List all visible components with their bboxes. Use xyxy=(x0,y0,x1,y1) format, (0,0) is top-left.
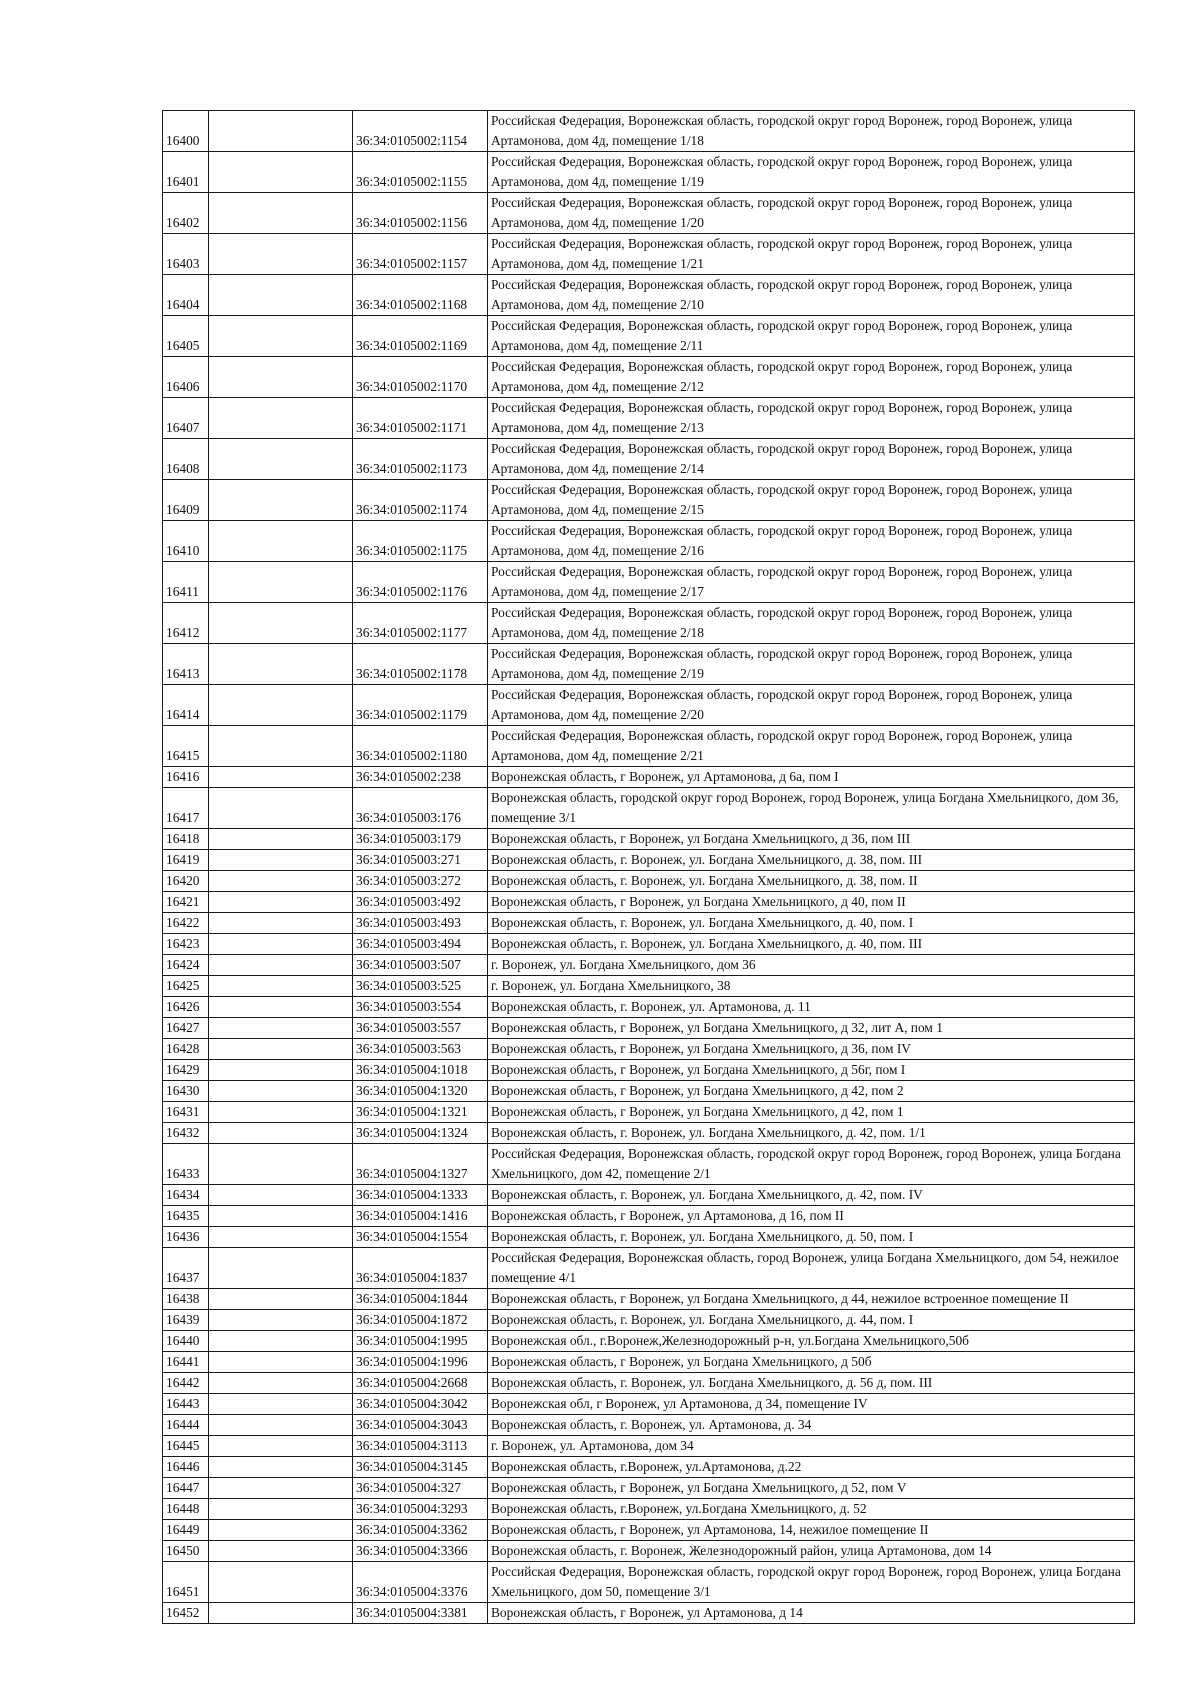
address-cell: Воронежская область, г.Воронеж, ул.Артамонова, д.22 xyxy=(488,1457,1135,1478)
cadastral-number-cell: 36:34:0105002:1180 xyxy=(353,726,488,767)
cadastral-number-cell: 36:34:0105004:1320 xyxy=(353,1081,488,1102)
address-cell: Воронежская область, г. Воронеж, ул. Богдана Хмельницкого, д. 40, пом. III xyxy=(488,934,1135,955)
cadastral-number-cell: 36:34:0105003:493 xyxy=(353,913,488,934)
cadastral-number-cell: 36:34:0105002:1176 xyxy=(353,562,488,603)
address-cell: Воронежская область, г Воронеж, ул Богдана Хмельницкого, д 36, пом III xyxy=(488,829,1135,850)
row-number-cell: 16430 xyxy=(163,1081,209,1102)
cadastral-number-cell: 36:34:0105002:1171 xyxy=(353,398,488,439)
cadastral-number-cell: 36:34:0105004:3362 xyxy=(353,1520,488,1541)
row-empty-cell xyxy=(209,644,353,685)
row-empty-cell xyxy=(209,1018,353,1039)
table-row xyxy=(163,603,1135,644)
cadastral-number-cell: 36:34:0105004:3145 xyxy=(353,1457,488,1478)
table-row xyxy=(163,1039,1135,1060)
registry-table xyxy=(162,110,1135,1624)
table-row xyxy=(163,1144,1135,1185)
row-empty-cell xyxy=(209,1603,353,1624)
row-number-cell: 16419 xyxy=(163,850,209,871)
address-cell: Российская Федерация, Воронежская область, городской округ город Воронеж, город Воронеж, улица Артамонова, дом 4д, помещение 1/21 xyxy=(488,234,1135,275)
cadastral-number-cell: 36:34:0105002:1169 xyxy=(353,316,488,357)
row-number-cell: 16449 xyxy=(163,1520,209,1541)
address-cell: Воронежская область, г. Воронеж, ул. Артамонова, д. 11 xyxy=(488,997,1135,1018)
row-number-cell: 16431 xyxy=(163,1102,209,1123)
cadastral-number-cell: 36:34:0105002:1154 xyxy=(353,111,488,152)
row-empty-cell xyxy=(209,234,353,275)
address-cell: Воронежская область, г Воронеж, ул Богдана Хмельницкого, д 32, лит А, пом 1 xyxy=(488,1018,1135,1039)
row-number-cell: 16418 xyxy=(163,829,209,850)
row-number-cell: 16409 xyxy=(163,480,209,521)
table-row xyxy=(163,1603,1135,1624)
row-number-cell: 16423 xyxy=(163,934,209,955)
address-cell: Воронежская область, г. Воронеж, Железнодорожный район, улица Артамонова, дом 14 xyxy=(488,1541,1135,1562)
row-empty-cell xyxy=(209,1185,353,1206)
address-cell: Воронежская область, г Воронеж, ул Богдана Хмельницкого, д 52, пом V xyxy=(488,1478,1135,1499)
table-row xyxy=(163,1310,1135,1331)
row-number-cell: 16446 xyxy=(163,1457,209,1478)
address-cell: Российская Федерация, Воронежская область, городской округ город Воронеж, город Воронеж, улица Артамонова, дом 4д, помещение 1/19 xyxy=(488,152,1135,193)
row-empty-cell xyxy=(209,1310,353,1331)
row-empty-cell xyxy=(209,1081,353,1102)
table-row xyxy=(163,829,1135,850)
cadastral-number-cell: 36:34:0105004:1844 xyxy=(353,1289,488,1310)
row-empty-cell xyxy=(209,1373,353,1394)
row-empty-cell xyxy=(209,1415,353,1436)
row-empty-cell xyxy=(209,788,353,829)
address-cell: Российская Федерация, Воронежская область, городской округ город Воронеж, город Воронеж, улица Артамонова, дом 4д, помещение 2/19 xyxy=(488,644,1135,685)
row-empty-cell xyxy=(209,1102,353,1123)
table-row xyxy=(163,1018,1135,1039)
table-row xyxy=(163,1227,1135,1248)
cadastral-number-cell: 36:34:0105004:3042 xyxy=(353,1394,488,1415)
row-empty-cell xyxy=(209,767,353,788)
row-number-cell: 16406 xyxy=(163,357,209,398)
table-row xyxy=(163,1520,1135,1541)
address-cell: Воронежская область, г Воронеж, ул Богдана Хмельницкого, д 36, пом IV xyxy=(488,1039,1135,1060)
row-number-cell: 16441 xyxy=(163,1352,209,1373)
table-row xyxy=(163,480,1135,521)
row-number-cell: 16447 xyxy=(163,1478,209,1499)
address-cell: г. Воронеж, ул. Артамонова, дом 34 xyxy=(488,1436,1135,1457)
cadastral-number-cell: 36:34:0105002:1174 xyxy=(353,480,488,521)
row-number-cell: 16444 xyxy=(163,1415,209,1436)
row-empty-cell xyxy=(209,357,353,398)
cadastral-number-cell: 36:34:0105004:3293 xyxy=(353,1499,488,1520)
table-row xyxy=(163,1352,1135,1373)
row-empty-cell xyxy=(209,1227,353,1248)
row-number-cell: 16448 xyxy=(163,1499,209,1520)
row-empty-cell xyxy=(209,829,353,850)
row-number-cell: 16405 xyxy=(163,316,209,357)
address-cell: Воронежская область, г Воронеж, ул Артамонова, 14, нежилое помещение II xyxy=(488,1520,1135,1541)
table-row xyxy=(163,1373,1135,1394)
row-empty-cell xyxy=(209,850,353,871)
row-number-cell: 16424 xyxy=(163,955,209,976)
row-number-cell: 16442 xyxy=(163,1373,209,1394)
row-number-cell: 16451 xyxy=(163,1562,209,1603)
row-number-cell: 16439 xyxy=(163,1310,209,1331)
address-cell: Российская Федерация, Воронежская область, городской округ город Воронеж, город Воронеж, улица Артамонова, дом 4д, помещение 2/10 xyxy=(488,275,1135,316)
cadastral-number-cell: 36:34:0105004:327 xyxy=(353,1478,488,1499)
row-number-cell: 16437 xyxy=(163,1248,209,1289)
row-empty-cell xyxy=(209,1331,353,1352)
row-number-cell: 16417 xyxy=(163,788,209,829)
address-cell: Воронежская обл., г.Воронеж,Железнодорожный р-н, ул.Богдана Хмельницкого,50б xyxy=(488,1331,1135,1352)
cadastral-number-cell: 36:34:0105004:1996 xyxy=(353,1352,488,1373)
address-cell: Воронежская область, г. Воронеж, ул. Богдана Хмельницкого, д. 42, пом. 1/1 xyxy=(488,1123,1135,1144)
table-row xyxy=(163,976,1135,997)
table-row xyxy=(163,1562,1135,1603)
table-row xyxy=(163,1415,1135,1436)
cadastral-number-cell: 36:34:0105002:1177 xyxy=(353,603,488,644)
row-empty-cell xyxy=(209,685,353,726)
address-cell: Российская Федерация, Воронежская область, городской округ город Воронеж, город Воронеж, улица Артамонова, дом 4д, помещение 2/17 xyxy=(488,562,1135,603)
row-number-cell: 16422 xyxy=(163,913,209,934)
row-empty-cell xyxy=(209,1060,353,1081)
row-number-cell: 16411 xyxy=(163,562,209,603)
row-empty-cell xyxy=(209,193,353,234)
row-empty-cell xyxy=(209,398,353,439)
cadastral-number-cell: 36:34:0105004:1333 xyxy=(353,1185,488,1206)
table-row xyxy=(163,1289,1135,1310)
registry-table-body xyxy=(163,111,1135,1624)
row-empty-cell xyxy=(209,1123,353,1144)
address-cell: Воронежская область, г Воронеж, ул Артамонова, д 14 xyxy=(488,1603,1135,1624)
address-cell: Воронежская область, г. Воронеж, ул. Богдана Хмельницкого, д. 38, пом. II xyxy=(488,871,1135,892)
cadastral-number-cell: 36:34:0105002:1156 xyxy=(353,193,488,234)
table-row xyxy=(163,398,1135,439)
address-cell: Воронежская область, г Воронеж, ул Богдана Хмельницкого, д 44, нежилое встроенное помещение II xyxy=(488,1289,1135,1310)
row-number-cell: 16415 xyxy=(163,726,209,767)
row-number-cell: 16429 xyxy=(163,1060,209,1081)
table-row xyxy=(163,1102,1135,1123)
row-empty-cell xyxy=(209,892,353,913)
row-number-cell: 16445 xyxy=(163,1436,209,1457)
cadastral-number-cell: 36:34:0105002:1155 xyxy=(353,152,488,193)
cadastral-number-cell: 36:34:0105002:1178 xyxy=(353,644,488,685)
row-empty-cell xyxy=(209,480,353,521)
address-cell: Российская Федерация, Воронежская область, городской округ город Воронеж, город Воронеж, улица Артамонова, дом 4д, помещение 2/15 xyxy=(488,480,1135,521)
row-number-cell: 16425 xyxy=(163,976,209,997)
cadastral-number-cell: 36:34:0105002:238 xyxy=(353,767,488,788)
row-number-cell: 16450 xyxy=(163,1541,209,1562)
table-row xyxy=(163,193,1135,234)
cadastral-number-cell: 36:34:0105002:1170 xyxy=(353,357,488,398)
address-cell: Воронежская область, г Воронеж, ул Богдана Хмельницкого, д 56г, пом I xyxy=(488,1060,1135,1081)
row-number-cell: 16443 xyxy=(163,1394,209,1415)
address-cell: Российская Федерация, Воронежская область, город Воронеж, улица Богдана Хмельницкого, дом 54, нежилое помещение 4/1 xyxy=(488,1248,1135,1289)
table-row xyxy=(163,316,1135,357)
row-number-cell: 16407 xyxy=(163,398,209,439)
table-row xyxy=(163,1185,1135,1206)
cadastral-number-cell: 36:34:0105003:271 xyxy=(353,850,488,871)
address-cell: Воронежская область, г. Воронеж, ул. Богдана Хмельницкого, д. 42, пом. IV xyxy=(488,1185,1135,1206)
address-cell: Российская Федерация, Воронежская область, городской округ город Воронеж, город Воронеж, улица Артамонова, дом 4д, помещение 2/16 xyxy=(488,521,1135,562)
table-row xyxy=(163,788,1135,829)
cadastral-number-cell: 36:34:0105002:1168 xyxy=(353,275,488,316)
table-row xyxy=(163,275,1135,316)
table-row xyxy=(163,439,1135,480)
table-row xyxy=(163,997,1135,1018)
row-empty-cell xyxy=(209,152,353,193)
cadastral-number-cell: 36:34:0105004:1995 xyxy=(353,1331,488,1352)
row-number-cell: 16438 xyxy=(163,1289,209,1310)
row-empty-cell xyxy=(209,275,353,316)
row-empty-cell xyxy=(209,1562,353,1603)
cadastral-number-cell: 36:34:0105004:1872 xyxy=(353,1310,488,1331)
row-number-cell: 16434 xyxy=(163,1185,209,1206)
address-cell: Воронежская область, г Воронеж, ул Богдана Хмельницкого, д 42, пом 2 xyxy=(488,1081,1135,1102)
row-empty-cell xyxy=(209,603,353,644)
address-cell: Воронежская область, городской округ город Воронеж, город Воронеж, улица Богдана Хмельницкого, дом 36, помещение 3/1 xyxy=(488,788,1135,829)
row-empty-cell xyxy=(209,1248,353,1289)
address-cell: Воронежская область, г Воронеж, ул Богдана Хмельницкого, д 50б xyxy=(488,1352,1135,1373)
row-empty-cell xyxy=(209,1541,353,1562)
table-row xyxy=(163,850,1135,871)
address-cell: Российская Федерация, Воронежская область, городской округ город Воронеж, город Воронеж, улица Артамонова, дом 4д, помещение 1/20 xyxy=(488,193,1135,234)
row-empty-cell xyxy=(209,1352,353,1373)
cadastral-number-cell: 36:34:0105004:1837 xyxy=(353,1248,488,1289)
row-empty-cell xyxy=(209,976,353,997)
table-row xyxy=(163,726,1135,767)
address-cell: г. Воронеж, ул. Богдана Хмельницкого, дом 36 xyxy=(488,955,1135,976)
row-number-cell: 16420 xyxy=(163,871,209,892)
row-number-cell: 16452 xyxy=(163,1603,209,1624)
row-empty-cell xyxy=(209,439,353,480)
table-row xyxy=(163,1248,1135,1289)
table-row xyxy=(163,152,1135,193)
row-number-cell: 16421 xyxy=(163,892,209,913)
table-row xyxy=(163,1331,1135,1352)
cadastral-number-cell: 36:34:0105004:3043 xyxy=(353,1415,488,1436)
address-cell: Российская Федерация, Воронежская область, городской округ город Воронеж, город Воронеж, улица Артамонова, дом 4д, помещение 2/21 xyxy=(488,726,1135,767)
row-empty-cell xyxy=(209,997,353,1018)
row-number-cell: 16440 xyxy=(163,1331,209,1352)
table-row xyxy=(163,685,1135,726)
row-number-cell: 16403 xyxy=(163,234,209,275)
row-number-cell: 16408 xyxy=(163,439,209,480)
address-cell: Российская Федерация, Воронежская область, городской округ город Воронеж, город Воронеж, улица Артамонова, дом 4д, помещение 2/14 xyxy=(488,439,1135,480)
row-empty-cell xyxy=(209,1436,353,1457)
cadastral-number-cell: 36:34:0105004:3113 xyxy=(353,1436,488,1457)
address-cell: Российская Федерация, Воронежская область, городской округ город Воронеж, город Воронеж, улица Артамонова, дом 4д, помещение 2/12 xyxy=(488,357,1135,398)
row-number-cell: 16428 xyxy=(163,1039,209,1060)
cadastral-number-cell: 36:34:0105003:525 xyxy=(353,976,488,997)
address-cell: Воронежская область, г. Воронеж, ул. Богдана Хмельницкого, д. 38, пом. III xyxy=(488,850,1135,871)
row-number-cell: 16400 xyxy=(163,111,209,152)
address-cell: Воронежская область, г Воронеж, ул Богдана Хмельницкого, д 40, пом II xyxy=(488,892,1135,913)
cadastral-number-cell: 36:34:0105004:3376 xyxy=(353,1562,488,1603)
row-number-cell: 16426 xyxy=(163,997,209,1018)
table-row xyxy=(163,234,1135,275)
table-row xyxy=(163,934,1135,955)
address-cell: Воронежская область, г Воронеж, ул Артамонова, д 6а, пом I xyxy=(488,767,1135,788)
table-row xyxy=(163,644,1135,685)
address-cell: Воронежская область, г. Воронеж, ул. Богдана Хмельницкого, д. 40, пом. I xyxy=(488,913,1135,934)
cadastral-number-cell: 36:34:0105002:1179 xyxy=(353,685,488,726)
row-number-cell: 16427 xyxy=(163,1018,209,1039)
address-cell: Воронежская область, г Воронеж, ул Богдана Хмельницкого, д 42, пом 1 xyxy=(488,1102,1135,1123)
row-empty-cell xyxy=(209,111,353,152)
address-cell: Воронежская обл, г Воронеж, ул Артамонова, д 34, помещение IV xyxy=(488,1394,1135,1415)
row-number-cell: 16401 xyxy=(163,152,209,193)
cadastral-number-cell: 36:34:0105003:492 xyxy=(353,892,488,913)
address-cell: г. Воронеж, ул. Богдана Хмельницкого, 38 xyxy=(488,976,1135,997)
row-empty-cell xyxy=(209,316,353,357)
cadastral-number-cell: 36:34:0105004:1018 xyxy=(353,1060,488,1081)
cadastral-number-cell: 36:34:0105004:1324 xyxy=(353,1123,488,1144)
address-cell: Российская Федерация, Воронежская область, городской округ город Воронеж, город Воронеж, улица Артамонова, дом 4д, помещение 2/18 xyxy=(488,603,1135,644)
address-cell: Воронежская область, г. Воронеж, ул. Богдана Хмельницкого, д. 56 д, пом. III xyxy=(488,1373,1135,1394)
row-number-cell: 16402 xyxy=(163,193,209,234)
address-cell: Воронежская область, г.Воронеж, ул.Богдана Хмельницкого, д. 52 xyxy=(488,1499,1135,1520)
table-row xyxy=(163,1541,1135,1562)
table-row xyxy=(163,892,1135,913)
row-empty-cell xyxy=(209,1206,353,1227)
table-row xyxy=(163,1123,1135,1144)
table-row xyxy=(163,1206,1135,1227)
cadastral-number-cell: 36:34:0105004:1321 xyxy=(353,1102,488,1123)
cadastral-number-cell: 36:34:0105004:3366 xyxy=(353,1541,488,1562)
cadastral-number-cell: 36:34:0105003:494 xyxy=(353,934,488,955)
row-empty-cell xyxy=(209,1520,353,1541)
address-cell: Российская Федерация, Воронежская область, городской округ город Воронеж, город Воронеж, улица Артамонова, дом 4д, помещение 2/11 xyxy=(488,316,1135,357)
table-row xyxy=(163,1457,1135,1478)
cadastral-number-cell: 36:34:0105002:1173 xyxy=(353,439,488,480)
cadastral-number-cell: 36:34:0105004:2668 xyxy=(353,1373,488,1394)
cadastral-number-cell: 36:34:0105004:3381 xyxy=(353,1603,488,1624)
cadastral-number-cell: 36:34:0105004:1554 xyxy=(353,1227,488,1248)
table-row xyxy=(163,1478,1135,1499)
address-cell: Воронежская область, г. Воронеж, ул. Артамонова, д. 34 xyxy=(488,1415,1135,1436)
address-cell: Российская Федерация, Воронежская область, городской округ город Воронеж, город Воронеж, улица Богдана Хмельницкого, дом 50, помещение 3/1 xyxy=(488,1562,1135,1603)
table-row xyxy=(163,1060,1135,1081)
cadastral-number-cell: 36:34:0105003:507 xyxy=(353,955,488,976)
address-cell: Российская Федерация, Воронежская область, городской округ город Воронеж, город Воронеж, улица Артамонова, дом 4д, помещение 2/20 xyxy=(488,685,1135,726)
cadastral-number-cell: 36:34:0105004:1327 xyxy=(353,1144,488,1185)
cadastral-number-cell: 36:34:0105002:1175 xyxy=(353,521,488,562)
row-empty-cell xyxy=(209,521,353,562)
row-empty-cell xyxy=(209,1289,353,1310)
cadastral-number-cell: 36:34:0105004:1416 xyxy=(353,1206,488,1227)
cadastral-number-cell: 36:34:0105003:176 xyxy=(353,788,488,829)
cadastral-number-cell: 36:34:0105003:272 xyxy=(353,871,488,892)
row-number-cell: 16412 xyxy=(163,603,209,644)
address-cell: Российская Федерация, Воронежская область, городской округ город Воронеж, город Воронеж, улица Богдана Хмельницкого, дом 42, помещение 2/1 xyxy=(488,1144,1135,1185)
row-empty-cell xyxy=(209,1457,353,1478)
row-empty-cell xyxy=(209,1039,353,1060)
row-empty-cell xyxy=(209,913,353,934)
address-cell: Воронежская область, г. Воронеж, ул. Богдана Хмельницкого, д. 44, пом. I xyxy=(488,1310,1135,1331)
address-cell: Российская Федерация, Воронежская область, городской округ город Воронеж, город Воронеж, улица Артамонова, дом 4д, помещение 2/13 xyxy=(488,398,1135,439)
cadastral-number-cell: 36:34:0105002:1157 xyxy=(353,234,488,275)
row-empty-cell xyxy=(209,1144,353,1185)
row-empty-cell xyxy=(209,562,353,603)
address-cell: Воронежская область, г Воронеж, ул Артамонова, д 16, пом II xyxy=(488,1206,1135,1227)
table-row xyxy=(163,955,1135,976)
row-empty-cell xyxy=(209,1394,353,1415)
row-empty-cell xyxy=(209,1499,353,1520)
table-row xyxy=(163,767,1135,788)
row-number-cell: 16432 xyxy=(163,1123,209,1144)
address-cell: Российская Федерация, Воронежская область, городской округ город Воронеж, город Воронеж, улица Артамонова, дом 4д, помещение 1/18 xyxy=(488,111,1135,152)
cadastral-number-cell: 36:34:0105003:557 xyxy=(353,1018,488,1039)
row-number-cell: 16410 xyxy=(163,521,209,562)
row-number-cell: 16413 xyxy=(163,644,209,685)
row-number-cell: 16404 xyxy=(163,275,209,316)
row-number-cell: 16435 xyxy=(163,1206,209,1227)
row-empty-cell xyxy=(209,726,353,767)
table-row xyxy=(163,1499,1135,1520)
row-number-cell: 16416 xyxy=(163,767,209,788)
cadastral-number-cell: 36:34:0105003:563 xyxy=(353,1039,488,1060)
row-empty-cell xyxy=(209,1478,353,1499)
row-empty-cell xyxy=(209,871,353,892)
cadastral-number-cell: 36:34:0105003:179 xyxy=(353,829,488,850)
table-row xyxy=(163,111,1135,152)
cadastral-number-cell: 36:34:0105003:554 xyxy=(353,997,488,1018)
row-empty-cell xyxy=(209,934,353,955)
table-row xyxy=(163,913,1135,934)
address-cell: Воронежская область, г. Воронеж, ул. Богдана Хмельницкого, д. 50, пом. I xyxy=(488,1227,1135,1248)
table-row xyxy=(163,1436,1135,1457)
table-row xyxy=(163,562,1135,603)
table-row xyxy=(163,871,1135,892)
table-row xyxy=(163,1081,1135,1102)
row-number-cell: 16436 xyxy=(163,1227,209,1248)
row-empty-cell xyxy=(209,955,353,976)
row-number-cell: 16433 xyxy=(163,1144,209,1185)
table-row xyxy=(163,1394,1135,1415)
row-number-cell: 16414 xyxy=(163,685,209,726)
table-row xyxy=(163,521,1135,562)
table-row xyxy=(163,357,1135,398)
